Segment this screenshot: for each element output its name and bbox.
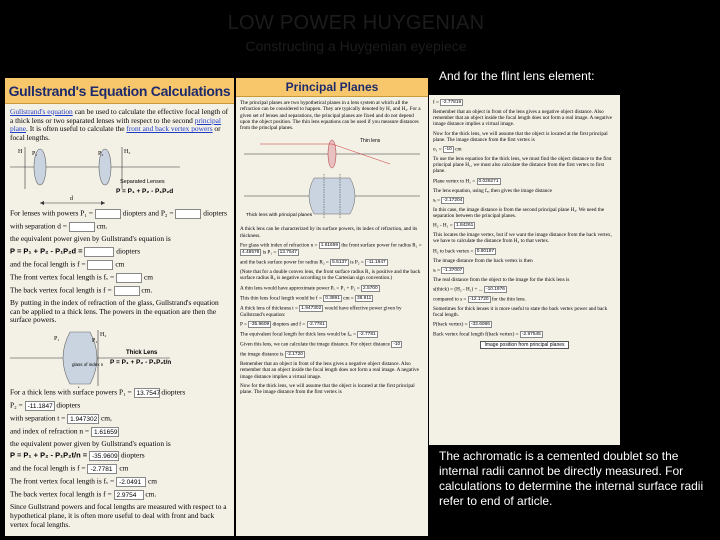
flint-p4: To use the lens equation for the thick lens, we must find the object distance to the first principal plane H₁, we must also calculate the distance from the first vertex to first plane. [433,156,612,175]
principal-plane-link[interactable]: principal plane [10,115,221,134]
flint-p14: The real distance from the object to the image for the thick lens is [433,276,570,283]
flint-back-image-output: -1.37007 [443,267,463,273]
diagram1-d: d [70,196,73,203]
caption-bottom: The achromatic is a cemented doublet so the internal radii cannot be directly measured. For calculations to determine the internal surface radii refer to end of article. [439,449,704,508]
flint-p15: s(thick) = (H₂ - H₁) + ... -10.1976 [433,286,505,293]
principal-planes-diagram [240,134,424,226]
principal-p10: The equivalent focal length for thick lens would be fₑₒ = -2.7781 [240,331,376,338]
principal-planes-panel [236,78,428,536]
object-distance-input[interactable]: -10 [393,341,401,347]
front2-row: The front vertex focal length is fᵥ = -2.0491 cm [10,477,157,487]
flint-thin-distance-output: -12.1720 [469,297,489,303]
principal-p3: For glass with index of refraction n = 1.61659 the front surface power for radius R₁ = 4.48578 is P₁ = 13.7547 [240,242,422,256]
back2-output: 2.9754 [114,490,144,500]
principal-p14: Now for the thick lens, we will assume that the object is located at the first principal plane. The image distance from the first vertex is [240,382,415,396]
index-n-input[interactable]: 1.61659 [320,243,339,249]
thick-power-output: -35.9609 [250,321,270,327]
flint-button-row [433,341,616,349]
index-paragraph: By putting in the index of refraction of the glass, Gullstrand's equation can be applied to a thick lens. The powers in the equation are then the surface powers. [10,297,219,325]
flint-p19: Back vertex focal length f(back vertex) = -2.97545 [433,332,541,339]
principal-p5: (Note that for a double convex lens, the front surface radius R₁ is positive and the back surface radius R₂ is negative according to the Cartesian sign convention.) [240,269,421,282]
equiv-text: the equivalent power given by Gullstrand's equation is [10,234,171,244]
thick-powers-row: For a thick lens with surface powers P₁ = 13.7547 diopters [10,387,186,397]
diagram1-p2: P₂ [98,151,104,158]
flint-p10: This locates the image vertex, but if we want the image distance from the back vertex, we have to calculate the distance from H₂ to that vertex. [433,232,612,245]
flint-lens-panel [429,95,620,445]
focal2-row: and the focal length is f = -2.7781 cm [10,464,129,474]
flint-p7: sᵢ = -2.17204 [433,197,463,204]
thick-lens-label: Thick lens with principal planes [246,213,313,219]
front-vertex-row: The front vertex focal length is fᵥ = cm [10,272,153,282]
p2-input[interactable] [175,209,201,219]
principal-p12: the image distance is -2.1720 [240,351,303,358]
flint-p1: Remember that an object in front of the lens gives a negative object distance. Also remember that an object inside the focal length does not form a real image. A negative image distance implies a virtual image. [433,109,612,128]
thin-power-output: 2.5700 [362,285,378,291]
flint-p13: sᵢ = -1.37007 [433,267,463,274]
flint-p5: Plane vertex to H₁ = 0.028271 [433,178,499,185]
index-row: and index of refraction n = 1.61659 [10,426,118,436]
image-distance-output: -2.1720 [286,351,303,357]
diagram2-glass: glass of index n [72,361,104,367]
principal-p11: Given this lens, we can calculate the image distance. For object distance -10 [240,341,401,348]
front-vertex-output [116,273,142,283]
index-input[interactable]: 1.61659 [91,427,119,437]
principal-header: Principal Planes [236,78,428,97]
focal-output [87,260,113,270]
principal-p2: A thick lens can be characterized by its surface powers, its index of refraction, and its thickness. [240,226,418,239]
thin-lens-label: Thin lens [360,138,381,145]
thin-focal-output: 0.3891 [325,295,340,301]
separation-input[interactable] [69,222,95,232]
thick-p2-row: P₂ = -11.1847 diopters [10,400,81,410]
equiv2-output: -35.9609 [89,451,119,461]
slide-subtitle: Constructing a Huygenian eyepiece [245,38,467,54]
principal-p6: A thin lens would have approximate power Pₒ = P₁ + P₂ = 2.5700 [240,285,378,292]
flint-p8: In this case, the image distance is from the second principal plane H₂. We need the separation between the principal planes. [433,206,605,220]
diagram2-p1: P₁ [54,335,60,342]
separation-row: with separation d = cm. [10,222,108,232]
focal-row: and the focal length is f = cm [10,259,125,269]
separated-lenses-diagram [10,145,230,209]
caption-top: And for the flint lens element: [439,69,595,83]
flint-object-input[interactable]: -10 [444,147,452,153]
thick-focal-output: -2.7781 [308,321,325,327]
flint-h2h1-output: 1.84261 [455,223,474,229]
principal-p4: and the back surface power for radius R₂ = 5.5137 is P₂ = -11.1847 [240,259,386,266]
flint-focal-output: -2.77819 [442,100,462,105]
intro-paragraph: Gullstrand's equation can be used to calculate the effective focal length of a thick lens or two separated lenses with respect to the second principal plane. It is often useful to calculate the front and back vertex powers or focal lengths. [10,107,229,142]
equiv-row: P = P₁ + P₂ - P₁P₂d = diopters [10,246,141,256]
flint-p9: H₂ - H₁ = 1.84261 [433,222,474,229]
principal-p8: A thick lens of thickness t = 1.947302 would have effective power given by Gullstrand's equation: [240,305,402,318]
eq-focal-output: -2.7781 [359,331,376,337]
thick-sep-input[interactable]: 1.947302 [67,414,99,424]
focal2-output: -2.7781 [87,464,117,474]
flint-image-output: -2.17204 [443,197,463,203]
flint-back-power-output: -33.6086 [470,322,490,328]
flint-p2: Now for the thick lens, we will assume that the object is located at the first principal plane. The image distance from the first vertex is [433,130,608,143]
diagram1-p1: P₁ [32,151,38,158]
equiv-power-output [84,247,114,257]
diagram2-equation: P = P₁ + P₂ - P₁P₂t/n [110,358,172,366]
diagram1-label: Separated Lenses [120,179,165,186]
back-vertex-output [114,286,140,296]
slide-title: LOW POWER HUYGENIAN [227,12,485,34]
closing-paragraph: Since Gullstrand powers and focal lengths are measured with respect to a hypothetical plane, it is often more useful to deal with front and back vertex focal lengths. [10,502,227,529]
p1-input[interactable] [95,209,121,219]
principal-p13: Remember that an object in front of the lens gives a negative object distance. Also remember that an object inside the focal length does not form a real image. A negative image distance implies a virtual image. [240,360,419,380]
flint-p12: The image distance from the back vertex is then [433,257,533,264]
flint-p11: H₂ to back vertex = 0.80197 [433,248,495,255]
gullstrand-equation-link[interactable]: Gullstrand's equation [10,107,73,116]
thick-lens-diagram [10,328,230,388]
thick-p2-input[interactable]: -11.1847 [25,401,55,411]
flint-p16: compared to s = -12.1720 for the thin lens. [433,296,526,303]
flint-p17: Sometimes for thick lenses it is more useful to state the back vertex power and back focal length. [433,306,608,319]
principal-intro: The principal planes are two hypothetical planes in a lens system at which all the refraction can be considered to happen. They are typically denoted by H₁ and H₂. For a given set of lenses and separations, the principal planes are fixed and do not depend upon the object position. The thin lens equations can be used if you measure distances from the principal planes. [240,100,421,132]
principal-p7: This thin lens focal length would be f = 0.3891 cm = 38.911 [240,295,372,302]
diagram1-h2: H₂ [124,149,131,156]
flint-p3: o₁ = -10 cm [433,146,462,153]
equiv2-text: the equivalent power given by Gullstrand's equation is [10,438,171,448]
flint-p18: P(back vertex) = -33.6086 [433,322,490,329]
diagram2-label: Thick Lens [126,349,158,356]
diagram2-p2: P₂ [92,337,98,344]
powers-row: For lenses with powers P₁ = diopters and P₂ = diopters [10,209,228,219]
gullstrand-panel [5,78,234,536]
diagram2-h: H₂ [100,331,107,338]
back2-row: The back vertex focal length is f = 2.9754 cm. [10,490,157,500]
r1-input[interactable]: 4.48578 [242,250,260,256]
p2-output: -11.1847 [367,260,386,266]
equiv2-row: P = P₁ + P₂ - P₁P₂t/n = -35.9609 diopters [10,451,145,461]
front2-output: -2.0491 [116,477,146,487]
thick-p1-input[interactable]: 13.7547 [134,388,160,398]
principal-p9: P = -35.9609 diopters and f = -2.7781 [240,321,325,328]
image-position-button[interactable]: Image position from principal planes [480,341,568,349]
thick-sep-row: with separation t = 1.947302 cm, [10,413,112,423]
p1-output: 13.7547 [279,250,297,256]
flint-thick-distance-output: -10.1976 [485,287,505,293]
thickness-input[interactable]: 1.947302 [301,305,322,311]
flint-p6: The lens equation, using fₑₒ then gives the image distance [433,187,552,194]
gullstrand-header: Gullstrand's Equation Calculations [5,78,234,104]
diagram1-h1: H [18,149,23,156]
vertex-powers-link[interactable]: front and back vertex powers [126,124,213,134]
thin-focal-cm-output: 38.911 [357,295,372,301]
flint-vertex-h1-output: 0.028271 [478,178,499,184]
flint-h2-back-output: 0.80197 [476,248,495,254]
diagram1-equation: P = P₁ + P₂ - P₁P₂d [116,188,174,196]
flint-back-focal-output: -2.97545 [521,332,541,338]
r2-input[interactable]: 5.5137 [332,260,347,266]
flint-line1: f = -2.77819 [433,99,462,106]
back-vertex-row: The back vertex focal length is f = cm. [10,285,153,295]
